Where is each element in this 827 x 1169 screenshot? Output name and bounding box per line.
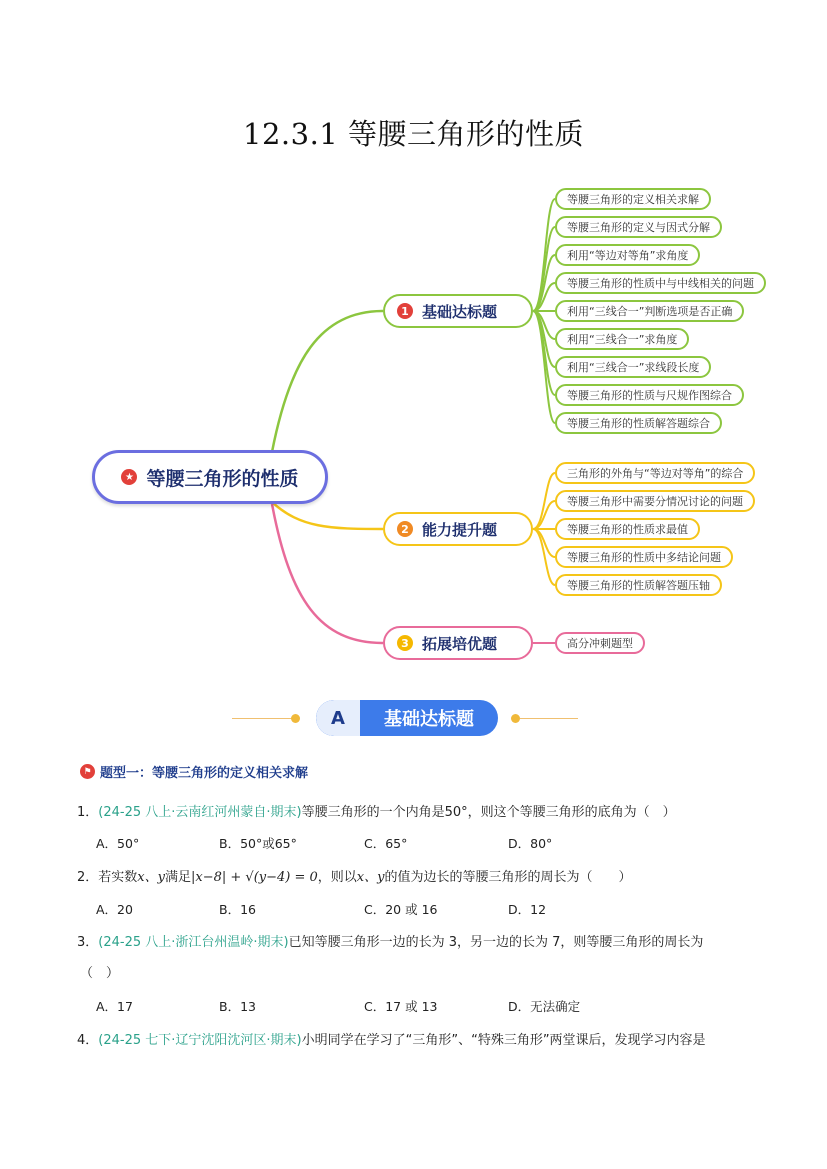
number-1-icon: 1	[397, 303, 413, 319]
section-divider-right	[520, 718, 578, 719]
branch-ability-label: 能力提升题	[422, 520, 498, 539]
branch-ability	[383, 512, 533, 546]
option-d: D．无法确定	[508, 999, 581, 1014]
leaf-item: 利用“等边对等角”求角度	[555, 244, 700, 266]
question-text: 满足	[164, 870, 191, 885]
question-number: 1．	[77, 805, 99, 820]
leaf-item: 等腰三角形中需要分情况讨论的问题	[555, 490, 755, 512]
branch-basic	[383, 294, 533, 328]
leaf-item: 等腰三角形的性质解答题综合	[555, 412, 722, 434]
page-title: 12.3.1 等腰三角形的性质	[243, 117, 584, 151]
option-c: C．17 或 13	[364, 999, 438, 1014]
leaf-item: 利用“三线合一”求线段长度	[555, 356, 711, 378]
question-source: (24-25 八上·浙江台州温岭·期末)	[98, 935, 289, 950]
leaf-item: 利用“三线合一”求角度	[555, 328, 689, 350]
question-text: 已知等腰三角形一边的长为 3，另一边的长为 7，则等腰三角形的周长为	[288, 935, 704, 950]
leaf-item: 等腰三角形的定义相关求解	[555, 188, 711, 210]
leaf-item: 高分冲刺题型	[555, 632, 645, 654]
question-number: 3．	[77, 935, 99, 950]
leaf-item: 三角形的外角与“等边对等角”的综合	[555, 462, 755, 484]
leaf-item: 等腰三角形的性质中与中线相关的问题	[555, 272, 766, 294]
flag-icon: ⚑	[80, 764, 95, 779]
question-text: 小明同学在学习了“三角形”、“特殊三角形”两堂课后，发现学习内容是	[301, 1033, 706, 1048]
section-dot-right	[511, 714, 520, 723]
number-3-icon: 3	[397, 635, 413, 651]
question-text: 等腰三角形的一个内角是50°，则这个等腰三角形的底角为（ ）	[301, 805, 676, 820]
option-b: B．16	[219, 902, 256, 917]
leaf-item: 等腰三角形的定义与因式分解	[555, 216, 722, 238]
question-number: 4．	[77, 1033, 99, 1048]
question-type-heading	[80, 762, 308, 781]
question-text: 若实数	[98, 870, 138, 885]
section-header	[316, 700, 498, 736]
option-d: D．12	[508, 902, 547, 917]
section-divider-left	[232, 718, 294, 719]
section-letter: A	[316, 700, 360, 736]
equation: |x−8| + √(y−4) = 0	[191, 870, 318, 885]
question-source: (24-25 七下·辽宁沈阳沈河区·期末)	[98, 1033, 302, 1048]
branch-extension-label: 拓展培优题	[422, 634, 498, 653]
question-2	[77, 866, 632, 885]
question-type-label: 题型一：等腰三角形的定义相关求解	[100, 766, 309, 781]
mindmap-root-label: 等腰三角形的性质	[146, 467, 299, 490]
option-a: A．50°	[96, 836, 140, 851]
leaf-item: 利用“三线合一”判断选项是否正确	[555, 300, 744, 322]
variables: x、y	[137, 870, 165, 885]
star-icon: ★	[121, 469, 137, 485]
leaf-item: 等腰三角形的性质与尺规作图综合	[555, 384, 744, 406]
question-3-continuation: （ ）	[80, 966, 120, 981]
question-1	[77, 801, 676, 820]
leaf-item: 等腰三角形的性质中多结论问题	[555, 546, 733, 568]
option-c: C．65°	[364, 836, 408, 851]
leaf-item: 等腰三角形的性质求最值	[555, 518, 700, 540]
section-label: 基础达标题	[384, 709, 474, 730]
option-b: B．50°或65°	[219, 836, 297, 851]
option-b: B．13	[219, 999, 256, 1014]
question-text: 的值为边长的等腰三角形的周长为（ ）	[384, 870, 632, 885]
variables: x、y	[356, 870, 385, 885]
branch-basic-label: 基础达标题	[422, 302, 498, 321]
mindmap-root	[92, 450, 328, 504]
number-2-icon: 2	[397, 521, 413, 537]
branch-extension	[383, 626, 533, 660]
question-3	[77, 931, 703, 950]
option-d: D．80°	[508, 836, 553, 851]
question-number: 2．	[77, 870, 99, 885]
option-c: C．20 或 16	[364, 902, 438, 917]
option-a: A．17	[96, 999, 133, 1014]
leaf-item: 等腰三角形的性质解答题压轴	[555, 574, 722, 596]
question-source: (24-25 八上·云南红河州蒙自·期末)	[98, 805, 302, 820]
question-4	[77, 1029, 706, 1048]
option-a: A．20	[96, 902, 133, 917]
question-text: ，则以	[317, 870, 357, 885]
section-dot-left	[291, 714, 300, 723]
